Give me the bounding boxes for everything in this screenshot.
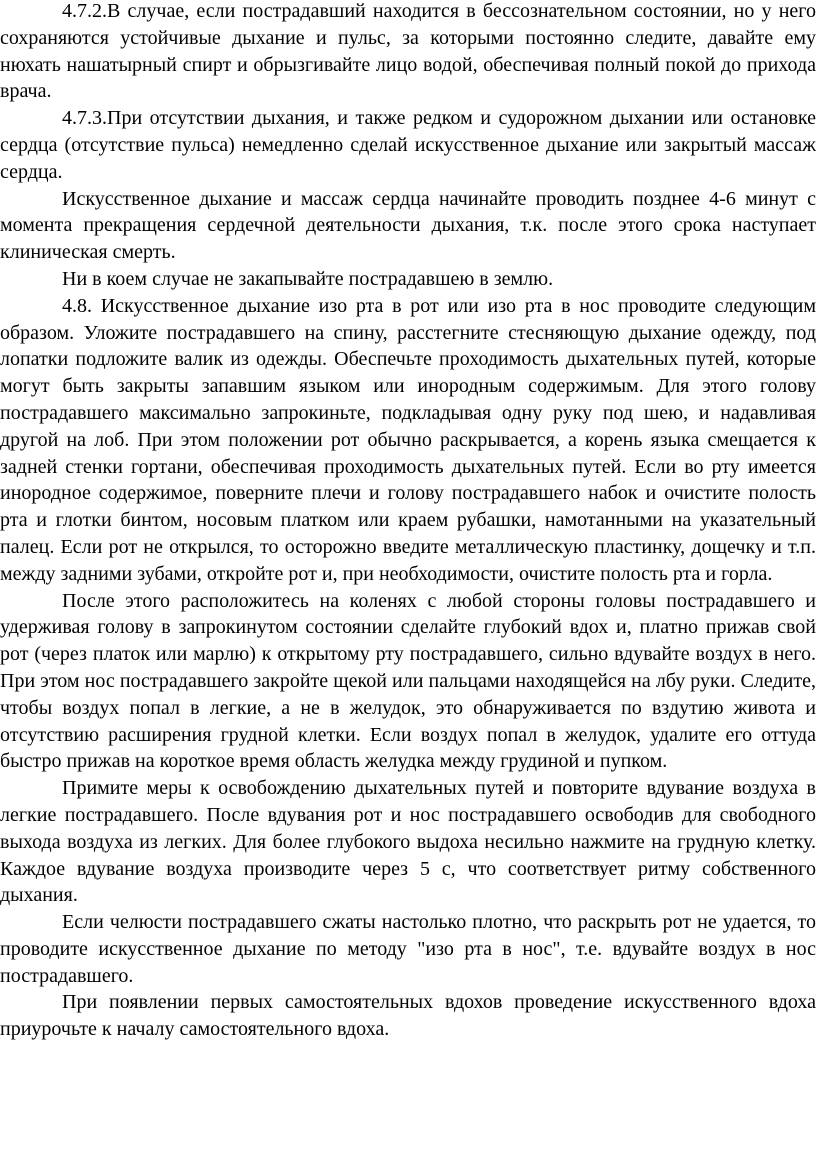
paragraph-4-7-3: 4.7.3.При отсутствии дыхания, и также редком и судорожном дыхании или остановке сердца (отсутствие пульса) немедленно сделай искусственное дыхание или закрытый массаж сердца. [0, 107, 816, 183]
paragraph-4-8: 4.8. Искусственное дыхание изо рта в рот или изо рта в нос проводите следующим образом. Уложите пострадавшего на спину, расстегните стесняющую дыхание одежду, под лопатки подложите валик из одежды. Обеспечьте проходимость дыхательных путей, которые могут быть закрыты запавшим языком или инородным содержимым. Для этого голову пострадавшего максимально запрокиньте, подкладывая одну руку под шею, и надавливая другой на лоб. При этом положении рот обычно раскрывается, а корень языка смещается к задней стенки гортани, обеспечивая проходимость дыхательных путей. Если во рту имеется инородное содержимое, поверните плечи и голову пострадавшего набок и очистите полость рта и глотки бинтом, носовым платком или краем рубашки, намотанными на указательный палец. Если рот не открылся, то осторожно введите металлическую пластинку, дощечку и т.п. между задними зубами, откройте рот и, при необходимости, очистите полость рта и горла. [0, 294, 816, 585]
paragraph-4-7-2: 4.7.2.В случае, если пострадавший находится в бессознательном состоянии, но у него сохраняются устойчивые дыхание и пульс, за которыми постоянно следите, давайте ему нюхать нашатырный спирт и обрызгивайте лицо водой, обеспечивая полный покой до прихода врача. [0, 0, 816, 103]
paragraph-repeat: Примите меры к освобождению дыхательных путей и повторите вдувание воздуха в легкие пострадавшего. После вдувания рот и нос пострадавшего освободив для свободного выхода воздуха из легких. Для более глубокого выдоха несильно нажмите на грудную клетку. Каждое вдувание воздуха производите через 5 с, что соответствует ритму собственного дыхания. [0, 777, 816, 907]
paragraph-timing: Искусственное дыхание и массаж сердца начинайте проводить позднее 4-6 минут с момента прекращения сердечной деятельности дыхания, т.к. после этого срока наступает клиническая смерть. [0, 187, 816, 264]
paragraph-warning: Ни в коем случае не закапывайте пострадавшею в землю. [62, 267, 554, 290]
paragraph-spontaneous-breath: При появлении первых самостоятельных вдохов проведение искусственного вдоха приурочьте к началу самостоятельного вдоха. [0, 991, 816, 1041]
paragraph-mouth-to-nose: Если челюсти пострадавшего сжаты настолько плотно, что раскрыть рот не удается, то проводите искусственное дыхание по методу "изо рта в нос", т.е. вдувайте воздух в нос пострадавшего. [0, 911, 816, 987]
paragraph-procedure: После этого расположитесь на коленях с любой стороны головы пострадавшего и удерживая голову в запрокинутом состоянии сделайте глубокий вдох и, платно прижав свой рот (через платок или марлю) к открытому рту пострадавшего, сильно вдувайте воздух в него. При этом нос пострадавшего закройте щекой или пальцами находящейся на лбу руки. Следите, чтобы воздух попал в легкие, а не в желудок, это обнаруживается по вздутию живота и отсутствию расширения грудной клетки. Если воздух попал в желудок, удалите его оттуда быстро прижав на короткое время область желудка между грудиной и пупком. [0, 589, 816, 773]
